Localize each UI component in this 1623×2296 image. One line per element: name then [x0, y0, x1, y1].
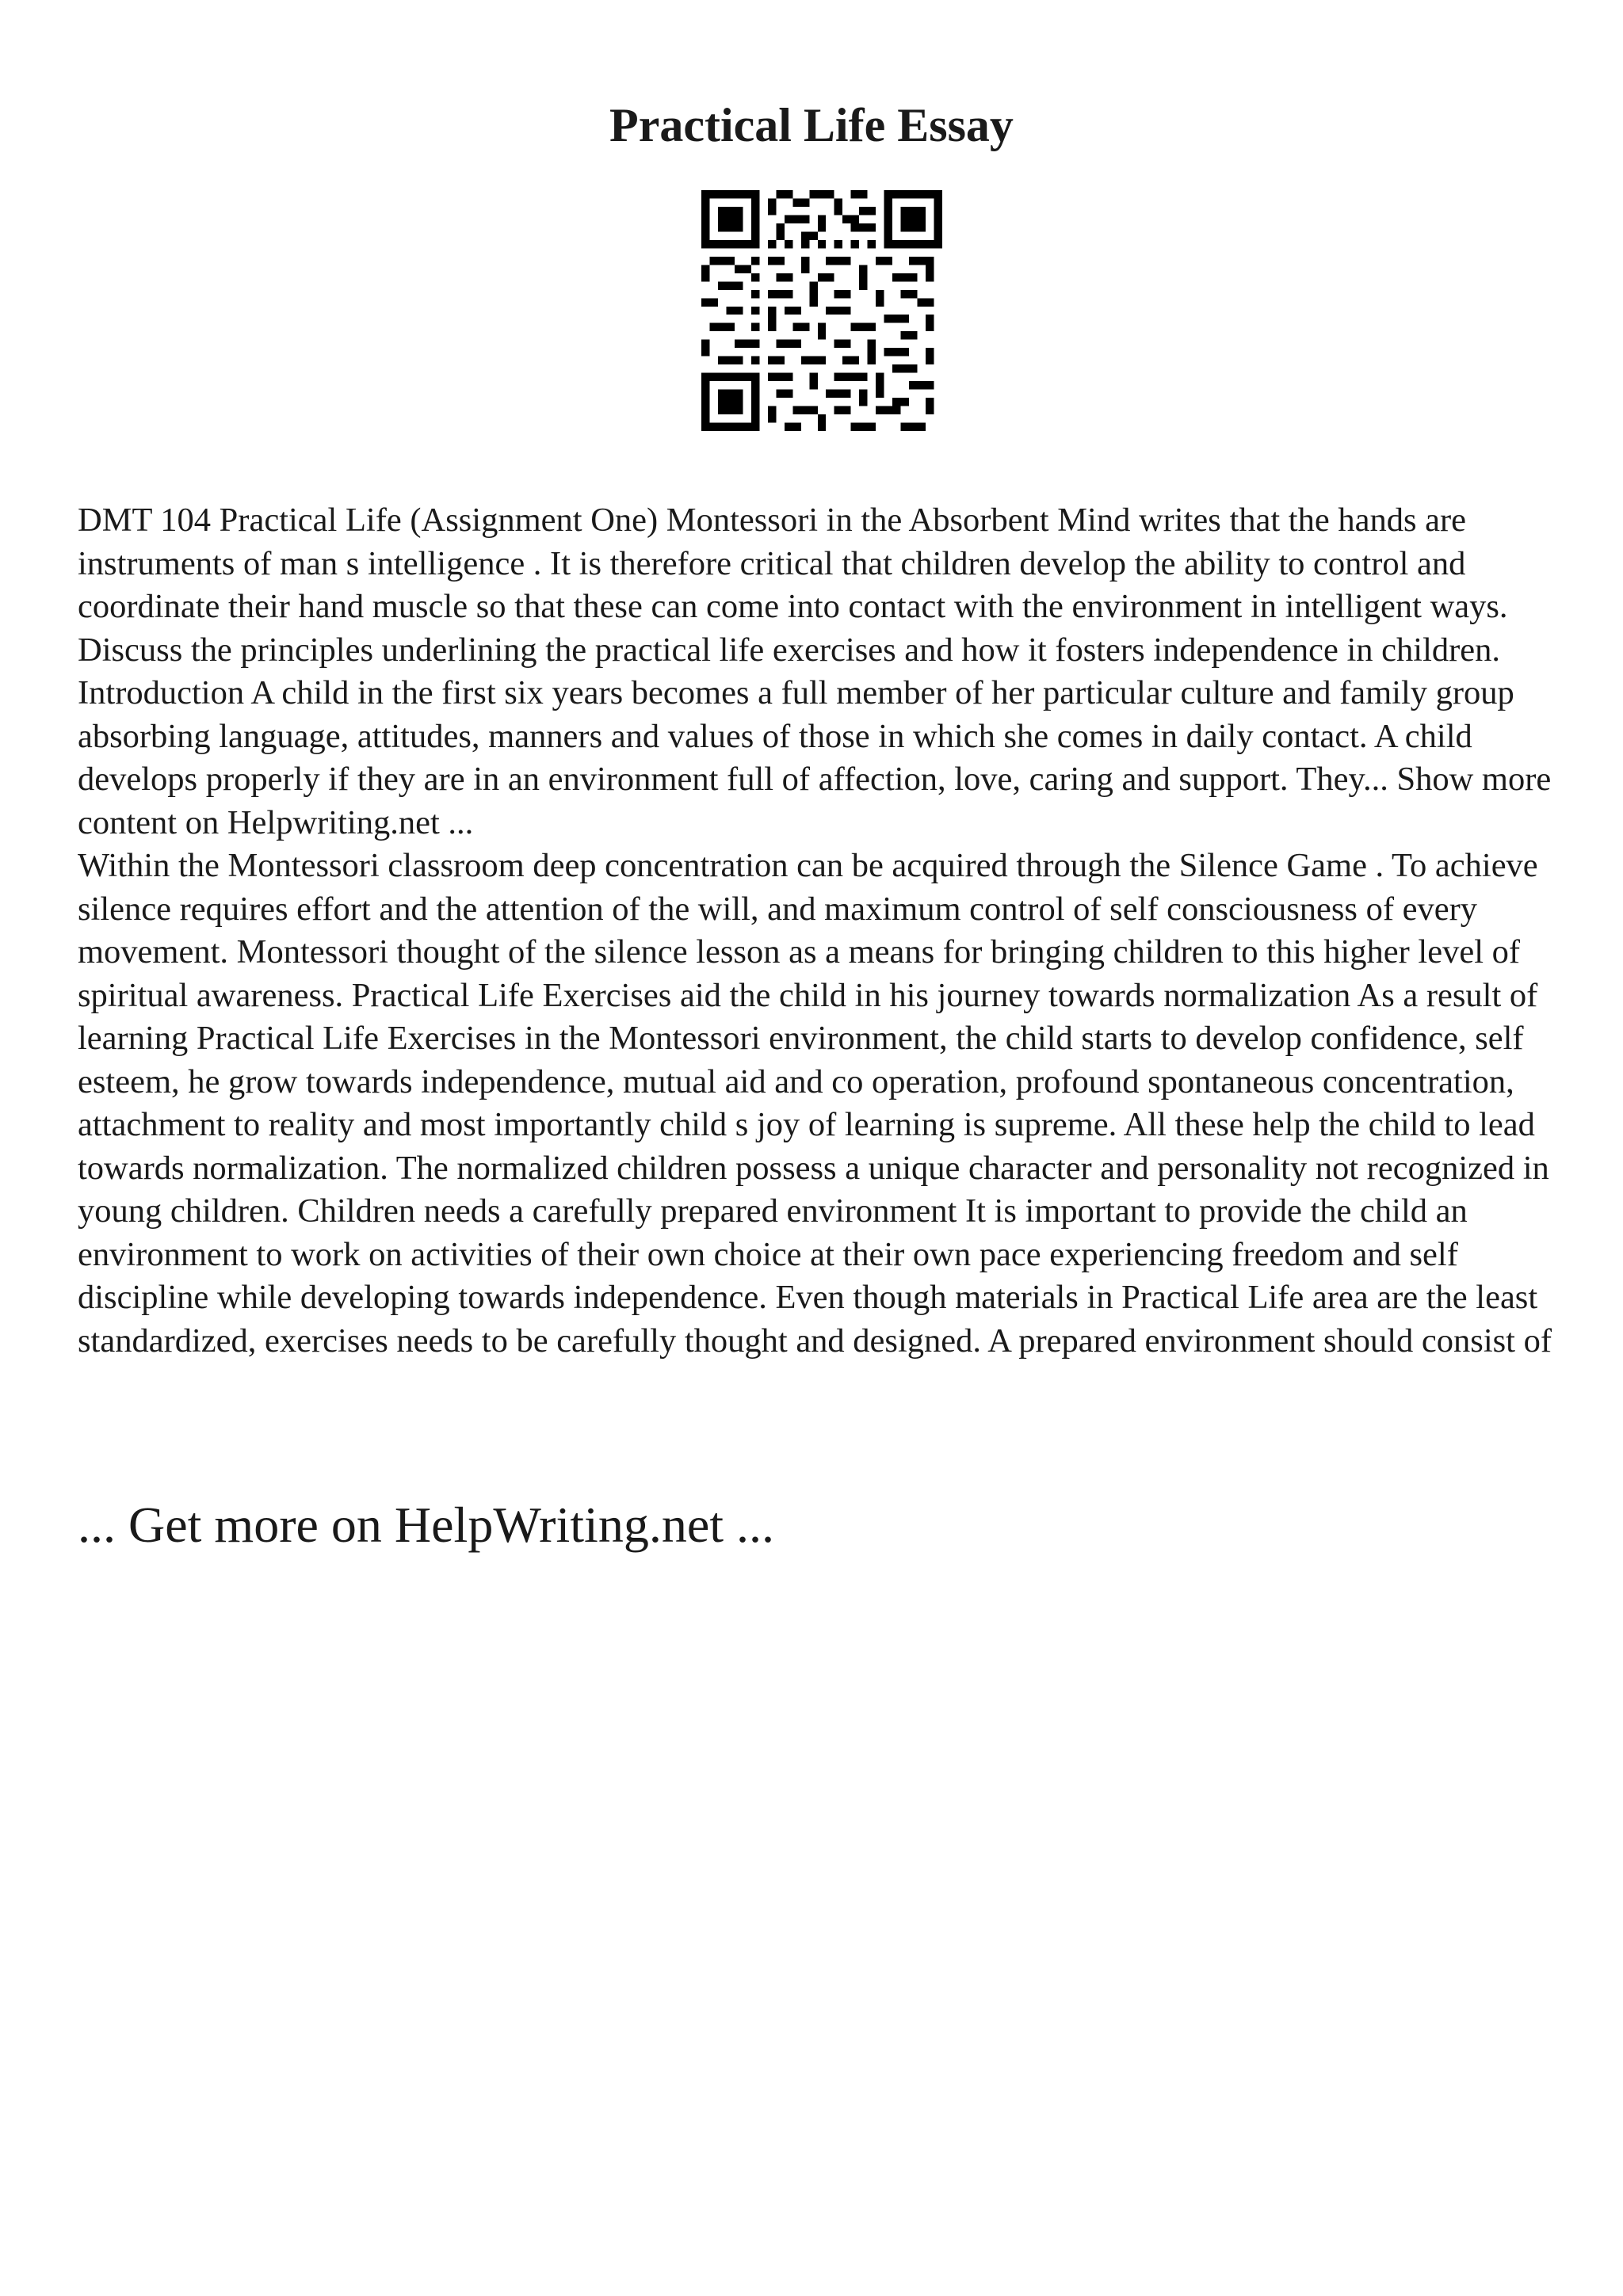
essay-paragraph: DMT 104 Practical Life (Assignment One) Montessori in the Absorbent Mind writes that the hands are instruments of man s intelligence . It is therefore critical that children develop the ability to control and coordinate their hand muscle so that these can come into contact with the environment in intelligent ways. Discuss the principles underlining the practical life exercises and how it fosters independence in children. Introduction A child in the first six years becomes a full member of her particular culture and family group absorbing language, attitudes, manners and values of those in which she comes in daily contact. A child develops properly if they are in an environment full of affection, love, caring and support. They... Show more content on Helpwriting.net ...: [78, 502, 1552, 841]
document-title: Practical Life Essay: [609, 99, 1014, 151]
get-more-link[interactable]: ... Get more on HelpWriting.net ...: [78, 1497, 774, 1553]
qr-code-graphic: [701, 190, 942, 431]
essay-paragraph: Within the Montessori classroom deep concentration can be acquired through the Silence Game . To achieve silence requires effort and the attention of the will, and maximum control of self consciousness of every movement. Montessori thought of the silence lesson as a means for bringing children to this higher level of spiritual awareness. Practical Life Exercises aid the child in his journey towards normalization As a result of learning Practical Life Exercises in the Montessori environment, the child starts to develop confidence, self esteem, he grow towards independence, mutual aid and co operation, profound spontaneous concentration, attachment to reality and most importantly child s joy of learning is supreme. All these help the child to lead towards normalization. The normalized children possess a unique character and personality not recognized in young children. Children needs a carefully prepared environment It is important to provide the child an environment to work on activities of their own choice at their own pace experiencing freedom and self discipline while developing towards independence. Even though materials in Practical Life area are the least standardized, exercises needs to be carefully thought and designed. A prepared environment should consist of: [78, 847, 1552, 1360]
essay-body: [78, 499, 1560, 1363]
qr-code-icon[interactable]: [701, 190, 942, 431]
